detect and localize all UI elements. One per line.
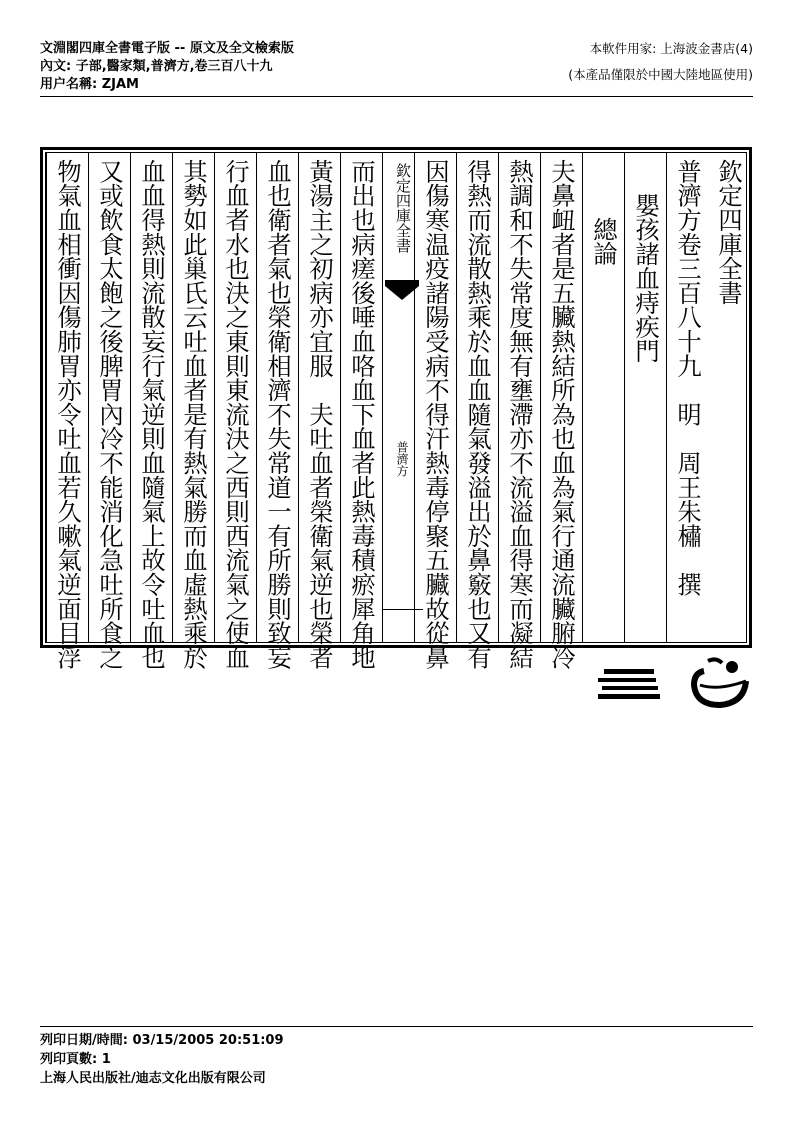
text-column: 因傷寒温疫諸陽受病不得汗熱毒停聚五臟故從鼻 [414, 153, 455, 642]
fold-book-title: 普濟方 [395, 441, 409, 477]
text-column: 物氣血相衝因傷肺胃亦令吐血若久嗽氣逆面目浮 [46, 153, 87, 642]
header-title: 文淵閣四庫全書電子版 -- 原文及全文檢索版 [40, 41, 294, 56]
text-column: 血也衛者氣也榮衛相濟不失常道一有所勝則致妄 [256, 153, 297, 642]
book-page [40, 147, 752, 670]
text-column: 嬰孩諸血痔疾門 [624, 153, 665, 642]
fold-label: 欽定四庫全書 [394, 163, 412, 253]
text-column: 欽定四庫全書 [714, 159, 743, 305]
publisher-logo-seal [688, 655, 752, 711]
header-region-note: (本產品僅限於中國大陸地區使用) [568, 67, 753, 82]
header-licensee: 本軟件用家: 上海波金書店(4) [589, 41, 753, 56]
footer-divider [40, 1026, 753, 1027]
text-column: 黃湯主之初病亦宜服 夫吐血者榮衛氣逆也榮者 [298, 153, 339, 642]
page-fold [382, 153, 423, 642]
text-column: 總論 [582, 153, 623, 642]
text-column: 得熱而流散熱乘於血血隨氣發溢出於鼻竅也又有 [456, 153, 497, 642]
header-right [568, 40, 753, 84]
header-left [40, 40, 294, 94]
header-username: 用户名稱: ZJAM [40, 77, 139, 92]
text-column: 熱調和不失常度無有壅滯亦不流溢血得寒而凝結 [498, 153, 539, 642]
text-column: 而出也病瘥後唾血咯血下血者此熱毒積瘀犀角地 [340, 153, 381, 642]
publisher-logo-bars [598, 669, 662, 703]
text-column: 又或飲食太飽之後脾胃內冷不能消化急吐所食之 [88, 153, 129, 642]
footer-print-datetime: 列印日期/時間: 03/15/2005 20:51:09 [40, 1033, 284, 1048]
text-column: 行血者水也決之東則東流決之西則西流氣之使血 [214, 153, 255, 642]
text-column: 其勢如此巢氏云吐血者是有熱氣勝而血虛熱乘於 [172, 153, 213, 642]
text-column: 夫鼻衄者是五臟熱結所為也血為氣行通流臟腑冷 [540, 153, 581, 642]
text-column: 普濟方卷三百八十九 明 周王朱橚 撰 [666, 153, 707, 642]
fold-fish-tail [385, 286, 419, 300]
footer-page-count: 列印頁數: 1 [40, 1052, 111, 1067]
footer-publisher: 上海人民出版社/迪志文化出版有限公司 [40, 1071, 266, 1086]
header-content-path: 內文: 子部,醫家類,普濟方,卷三百八十九 [40, 59, 273, 74]
header-divider [40, 96, 753, 97]
text-column: 血血得熱則流散妄行氣逆則血隨氣上故令吐血也 [130, 153, 171, 642]
book-page-inner [45, 152, 747, 670]
fold-rule [383, 609, 423, 610]
